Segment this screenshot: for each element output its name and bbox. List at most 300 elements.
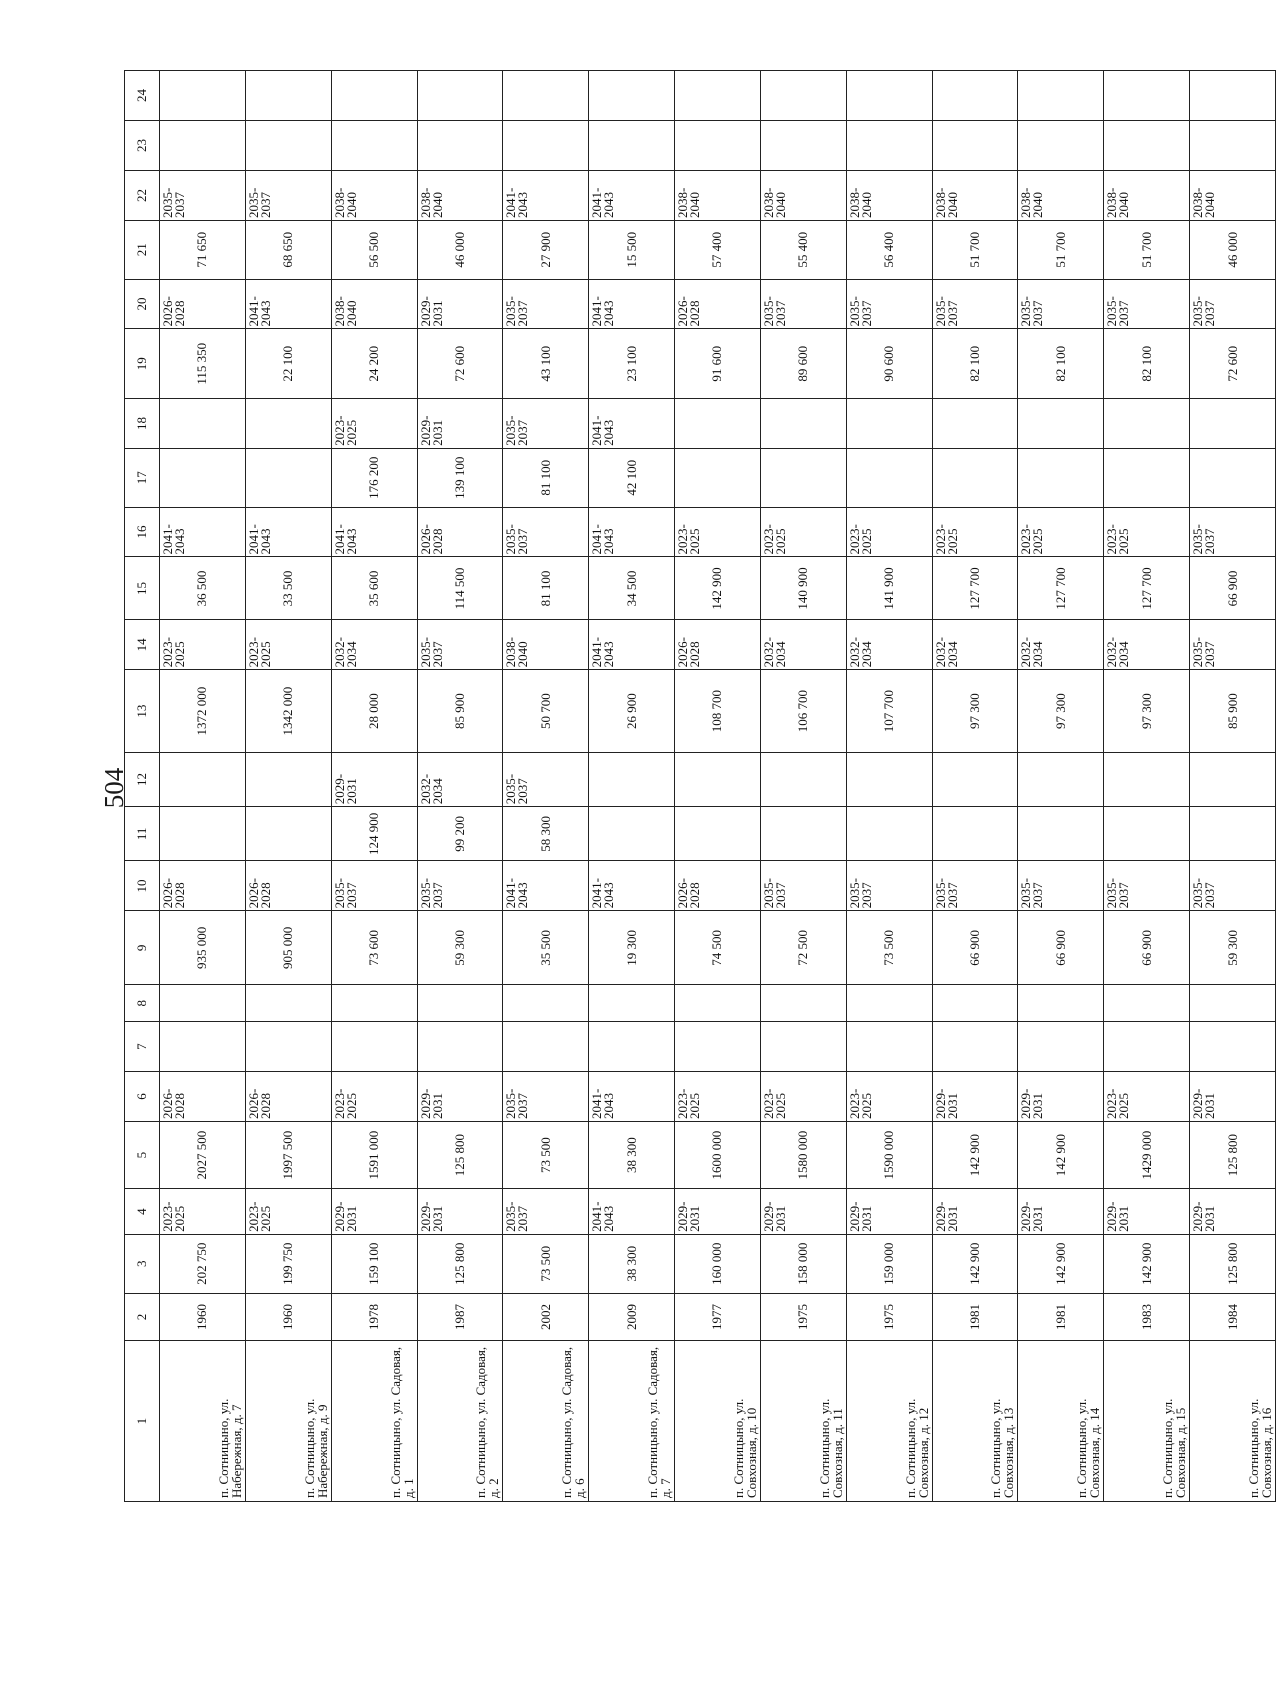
- empty-cell: [760, 985, 846, 1022]
- column-header-23: 23: [125, 121, 160, 171]
- year-cell: 1987: [417, 1293, 503, 1341]
- empty-cell: [589, 752, 675, 806]
- period-cell: 2032-2034: [760, 620, 846, 670]
- year-cell: 1984: [1190, 1293, 1276, 1341]
- table-row: [160, 71, 246, 1502]
- empty-cell: [675, 448, 761, 507]
- period-cell: 2041-2043: [331, 507, 417, 557]
- empty-cell: [1104, 71, 1190, 121]
- amount-cell: 142 900: [932, 1122, 1018, 1189]
- amount-cell: 81 100: [503, 448, 589, 507]
- empty-cell: [675, 398, 761, 448]
- table-row: [1104, 71, 1190, 1502]
- table-row: [846, 71, 932, 1502]
- empty-cell: [1190, 807, 1276, 861]
- empty-cell: [160, 985, 246, 1022]
- amount-cell: 51 700: [1104, 220, 1190, 279]
- amount-cell: 905 000: [245, 911, 331, 985]
- column-header-18: 18: [125, 398, 160, 448]
- period-cell: 2038-2040: [760, 171, 846, 221]
- empty-cell: [932, 71, 1018, 121]
- empty-cell: [1190, 448, 1276, 507]
- amount-cell: 935 000: [160, 911, 246, 985]
- amount-cell: 142 900: [932, 1234, 1018, 1293]
- year-cell: 1975: [846, 1293, 932, 1341]
- address-cell: п. Сотницыно, ул. Совхозная, д. 10: [675, 1341, 761, 1502]
- amount-cell: 19 300: [589, 911, 675, 985]
- repair-schedule-table: [124, 70, 1276, 1502]
- period-cell: 2035-2037: [932, 861, 1018, 911]
- year-cell: 1960: [160, 1293, 246, 1341]
- amount-cell: 99 200: [417, 807, 503, 861]
- amount-cell: 38 300: [589, 1122, 675, 1189]
- empty-cell: [160, 807, 246, 861]
- period-cell: 2029-2031: [846, 1189, 932, 1235]
- period-cell: 2029-2031: [417, 398, 503, 448]
- period-cell: 2035-2037: [503, 398, 589, 448]
- address-cell: п. Сотницыно, ул. Совхозная, д. 15: [1104, 1341, 1190, 1502]
- period-cell: 2035-2037: [1190, 279, 1276, 329]
- period-cell: 2041-2043: [589, 1072, 675, 1122]
- column-header-2: 2: [125, 1293, 160, 1341]
- amount-cell: 38 300: [589, 1234, 675, 1293]
- empty-cell: [675, 985, 761, 1022]
- empty-cell: [675, 121, 761, 171]
- table-row: [245, 71, 331, 1502]
- empty-cell: [160, 752, 246, 806]
- column-header-14: 14: [125, 620, 160, 670]
- empty-cell: [1190, 121, 1276, 171]
- amount-cell: 36 500: [160, 557, 246, 620]
- amount-cell: 125 800: [417, 1122, 503, 1189]
- empty-cell: [1190, 71, 1276, 121]
- address-cell: п. Сотницыно, ул. Садовая, д. 1: [331, 1341, 417, 1502]
- period-cell: 2041-2043: [589, 861, 675, 911]
- page-number: 504: [99, 767, 129, 809]
- amount-cell: 127 700: [1018, 557, 1104, 620]
- address-cell: п. Сотницыно, ул. Садовая, д. 7: [589, 1341, 675, 1502]
- period-cell: 2029-2031: [675, 1189, 761, 1235]
- period-cell: 2038-2040: [331, 279, 417, 329]
- period-cell: 2038-2040: [417, 171, 503, 221]
- empty-cell: [675, 807, 761, 861]
- year-cell: 1960: [245, 1293, 331, 1341]
- column-header-13: 13: [125, 670, 160, 753]
- column-header-10: 10: [125, 861, 160, 911]
- amount-cell: 142 900: [1018, 1122, 1104, 1189]
- amount-cell: 26 900: [589, 670, 675, 753]
- amount-cell: 58 300: [503, 807, 589, 861]
- empty-cell: [589, 807, 675, 861]
- empty-cell: [760, 71, 846, 121]
- period-cell: 2026-2028: [160, 1072, 246, 1122]
- period-cell: 2023-2025: [846, 507, 932, 557]
- amount-cell: 51 700: [932, 220, 1018, 279]
- year-cell: 2002: [503, 1293, 589, 1341]
- period-cell: 2023-2025: [846, 1072, 932, 1122]
- column-header-22: 22: [125, 171, 160, 221]
- amount-cell: 57 400: [675, 220, 761, 279]
- period-cell: 2035-2037: [1018, 279, 1104, 329]
- amount-cell: 73 500: [846, 911, 932, 985]
- year-cell: 1981: [1018, 1293, 1104, 1341]
- period-cell: 2041-2043: [589, 620, 675, 670]
- column-header-4: 4: [125, 1189, 160, 1235]
- period-cell: 2023-2025: [245, 620, 331, 670]
- amount-cell: 55 400: [760, 220, 846, 279]
- empty-cell: [760, 807, 846, 861]
- period-cell: 2026-2028: [245, 1072, 331, 1122]
- empty-cell: [1190, 985, 1276, 1022]
- period-cell: 2026-2028: [417, 507, 503, 557]
- amount-cell: 71 650: [160, 220, 246, 279]
- period-cell: 2038-2040: [846, 171, 932, 221]
- period-cell: 2035-2037: [245, 171, 331, 221]
- empty-cell: [245, 71, 331, 121]
- empty-cell: [846, 448, 932, 507]
- period-cell: 2026-2028: [675, 279, 761, 329]
- amount-cell: 106 700: [760, 670, 846, 753]
- column-header-7: 7: [125, 1022, 160, 1072]
- period-cell: 2023-2025: [760, 507, 846, 557]
- period-cell: 2035-2037: [331, 861, 417, 911]
- amount-cell: 85 900: [417, 670, 503, 753]
- empty-cell: [932, 121, 1018, 171]
- amount-cell: 33 500: [245, 557, 331, 620]
- amount-cell: 114 500: [417, 557, 503, 620]
- empty-cell: [675, 752, 761, 806]
- amount-cell: 90 600: [846, 329, 932, 398]
- empty-cell: [846, 398, 932, 448]
- period-cell: 2035-2037: [503, 1189, 589, 1235]
- period-cell: 2023-2025: [1018, 507, 1104, 557]
- table-row: [932, 71, 1018, 1502]
- period-cell: 2032-2034: [846, 620, 932, 670]
- empty-cell: [932, 398, 1018, 448]
- period-cell: 2035-2037: [1104, 861, 1190, 911]
- address-cell: п. Сотницыно, ул. Совхозная, д. 13: [932, 1341, 1018, 1502]
- period-cell: 2029-2031: [1018, 1189, 1104, 1235]
- empty-cell: [1018, 398, 1104, 448]
- empty-cell: [503, 71, 589, 121]
- amount-cell: 97 300: [932, 670, 1018, 753]
- period-cell: 2038-2040: [1018, 171, 1104, 221]
- amount-cell: 125 800: [1190, 1234, 1276, 1293]
- period-cell: 2029-2031: [932, 1189, 1018, 1235]
- empty-cell: [245, 448, 331, 507]
- column-header-12: 12: [125, 752, 160, 806]
- period-cell: 2023-2025: [331, 398, 417, 448]
- amount-cell: 97 300: [1018, 670, 1104, 753]
- amount-cell: 73 500: [503, 1234, 589, 1293]
- empty-cell: [1018, 985, 1104, 1022]
- empty-cell: [1104, 448, 1190, 507]
- amount-cell: 97 300: [1104, 670, 1190, 753]
- amount-cell: 142 900: [675, 557, 761, 620]
- amount-cell: 74 500: [675, 911, 761, 985]
- amount-cell: 73 500: [503, 1122, 589, 1189]
- amount-cell: 1429 000: [1104, 1122, 1190, 1189]
- amount-cell: 124 900: [331, 807, 417, 861]
- address-cell: п. Сотницыно, ул. Совхозная, д. 16: [1190, 1341, 1276, 1502]
- period-cell: 2029-2031: [1104, 1189, 1190, 1235]
- column-header-9: 9: [125, 911, 160, 985]
- amount-cell: 24 200: [331, 329, 417, 398]
- amount-cell: 27 900: [503, 220, 589, 279]
- year-cell: 1978: [331, 1293, 417, 1341]
- table-row: [589, 71, 675, 1502]
- amount-cell: 142 900: [1104, 1234, 1190, 1293]
- empty-cell: [760, 1022, 846, 1072]
- table-body: [160, 71, 1276, 1502]
- empty-cell: [503, 1022, 589, 1072]
- empty-cell: [932, 752, 1018, 806]
- amount-cell: 139 100: [417, 448, 503, 507]
- column-header-20: 20: [125, 279, 160, 329]
- amount-cell: 199 750: [245, 1234, 331, 1293]
- period-cell: 2029-2031: [760, 1189, 846, 1235]
- empty-cell: [1104, 398, 1190, 448]
- empty-cell: [160, 398, 246, 448]
- amount-cell: 72 500: [760, 911, 846, 985]
- period-cell: 2023-2025: [675, 1072, 761, 1122]
- address-cell: п. Сотницыно, ул. Садовая, д. 6: [503, 1341, 589, 1502]
- empty-cell: [1018, 71, 1104, 121]
- empty-cell: [1190, 398, 1276, 448]
- empty-cell: [1104, 752, 1190, 806]
- empty-cell: [1104, 121, 1190, 171]
- amount-cell: 159 000: [846, 1234, 932, 1293]
- empty-cell: [760, 448, 846, 507]
- amount-cell: 73 600: [331, 911, 417, 985]
- period-cell: 2038-2040: [675, 171, 761, 221]
- year-cell: 1983: [1104, 1293, 1190, 1341]
- empty-cell: [589, 1022, 675, 1072]
- amount-cell: 108 700: [675, 670, 761, 753]
- amount-cell: 59 300: [417, 911, 503, 985]
- amount-cell: 22 100: [245, 329, 331, 398]
- empty-cell: [1018, 1022, 1104, 1072]
- period-cell: 2041-2043: [503, 171, 589, 221]
- amount-cell: 1342 000: [245, 670, 331, 753]
- address-cell: п. Сотницыно, ул. Набережная, д. 9: [245, 1341, 331, 1502]
- empty-cell: [1018, 752, 1104, 806]
- empty-cell: [331, 121, 417, 171]
- amount-cell: 140 900: [760, 557, 846, 620]
- address-cell: п. Сотницыно, ул. Совхозная, д. 14: [1018, 1341, 1104, 1502]
- column-header-21: 21: [125, 220, 160, 279]
- period-cell: 2023-2025: [160, 1189, 246, 1235]
- empty-cell: [245, 1022, 331, 1072]
- amount-cell: 28 000: [331, 670, 417, 753]
- period-cell: 2029-2031: [1190, 1189, 1276, 1235]
- empty-cell: [160, 71, 246, 121]
- amount-cell: 50 700: [503, 670, 589, 753]
- period-cell: 2035-2037: [503, 752, 589, 806]
- amount-cell: 66 900: [1190, 557, 1276, 620]
- period-cell: 2035-2037: [417, 861, 503, 911]
- period-cell: 2029-2031: [417, 279, 503, 329]
- amount-cell: 1580 000: [760, 1122, 846, 1189]
- empty-cell: [1104, 807, 1190, 861]
- empty-cell: [245, 398, 331, 448]
- period-cell: 2032-2034: [331, 620, 417, 670]
- table-row: [760, 71, 846, 1502]
- period-cell: 2035-2037: [1190, 620, 1276, 670]
- empty-cell: [589, 985, 675, 1022]
- empty-cell: [846, 121, 932, 171]
- table-row: [503, 71, 589, 1502]
- address-cell: п. Сотницыно, ул. Совхозная, д. 12: [846, 1341, 932, 1502]
- amount-cell: 127 700: [1104, 557, 1190, 620]
- period-cell: 2026-2028: [160, 279, 246, 329]
- period-cell: 2029-2031: [331, 752, 417, 806]
- period-cell: 2029-2031: [331, 1189, 417, 1235]
- empty-cell: [760, 398, 846, 448]
- column-header-16: 16: [125, 507, 160, 557]
- empty-cell: [245, 985, 331, 1022]
- empty-cell: [846, 752, 932, 806]
- period-cell: 2023-2025: [245, 1189, 331, 1235]
- empty-cell: [503, 985, 589, 1022]
- empty-cell: [932, 985, 1018, 1022]
- amount-cell: 141 900: [846, 557, 932, 620]
- amount-cell: 1600 000: [675, 1122, 761, 1189]
- period-cell: 2029-2031: [417, 1189, 503, 1235]
- rotated-table-container: [124, 70, 1276, 1502]
- empty-cell: [846, 985, 932, 1022]
- empty-cell: [846, 807, 932, 861]
- period-cell: 2029-2031: [417, 1072, 503, 1122]
- empty-cell: [245, 807, 331, 861]
- empty-cell: [1104, 1022, 1190, 1072]
- amount-cell: 160 000: [675, 1234, 761, 1293]
- amount-cell: 91 600: [675, 329, 761, 398]
- empty-cell: [331, 1022, 417, 1072]
- amount-cell: 82 100: [1104, 329, 1190, 398]
- period-cell: 2035-2037: [1190, 507, 1276, 557]
- empty-cell: [675, 1022, 761, 1072]
- address-cell: п. Сотницыно, ул. Садовая, д. 2: [417, 1341, 503, 1502]
- amount-cell: 46 000: [1190, 220, 1276, 279]
- period-cell: 2023-2025: [760, 1072, 846, 1122]
- amount-cell: 158 000: [760, 1234, 846, 1293]
- amount-cell: 59 300: [1190, 911, 1276, 985]
- period-cell: 2035-2037: [1104, 279, 1190, 329]
- empty-cell: [1018, 121, 1104, 171]
- empty-cell: [503, 121, 589, 171]
- column-header-8: 8: [125, 985, 160, 1022]
- empty-cell: [589, 121, 675, 171]
- amount-cell: 115 350: [160, 329, 246, 398]
- amount-cell: 202 750: [160, 1234, 246, 1293]
- period-cell: 2041-2043: [589, 398, 675, 448]
- period-cell: 2038-2040: [932, 171, 1018, 221]
- period-cell: 2026-2028: [160, 861, 246, 911]
- period-cell: 2041-2043: [589, 507, 675, 557]
- period-cell: 2023-2025: [331, 1072, 417, 1122]
- period-cell: 2035-2037: [932, 279, 1018, 329]
- year-cell: 2009: [589, 1293, 675, 1341]
- amount-cell: 1997 500: [245, 1122, 331, 1189]
- period-cell: 2029-2031: [1018, 1072, 1104, 1122]
- period-cell: 2032-2034: [417, 752, 503, 806]
- amount-cell: 51 700: [1018, 220, 1104, 279]
- period-cell: 2035-2037: [417, 620, 503, 670]
- amount-cell: 66 900: [1104, 911, 1190, 985]
- period-cell: 2026-2028: [675, 620, 761, 670]
- empty-cell: [1018, 807, 1104, 861]
- amount-cell: 42 100: [589, 448, 675, 507]
- amount-cell: 35 500: [503, 911, 589, 985]
- amount-cell: 56 500: [331, 220, 417, 279]
- period-cell: 2035-2037: [160, 171, 246, 221]
- period-cell: 2026-2028: [675, 861, 761, 911]
- period-cell: 2023-2025: [160, 620, 246, 670]
- amount-cell: 2027 500: [160, 1122, 246, 1189]
- empty-cell: [160, 1022, 246, 1072]
- period-cell: 2038-2040: [1104, 171, 1190, 221]
- empty-cell: [417, 1022, 503, 1072]
- amount-cell: 46 000: [417, 220, 503, 279]
- amount-cell: 35 600: [331, 557, 417, 620]
- amount-cell: 159 100: [331, 1234, 417, 1293]
- period-cell: 2035-2037: [503, 279, 589, 329]
- empty-cell: [417, 71, 503, 121]
- column-header-15: 15: [125, 557, 160, 620]
- amount-cell: 176 200: [331, 448, 417, 507]
- empty-cell: [932, 448, 1018, 507]
- period-cell: 2035-2037: [1190, 861, 1276, 911]
- empty-cell: [417, 121, 503, 171]
- table-row: [675, 71, 761, 1502]
- amount-cell: 107 700: [846, 670, 932, 753]
- column-header-1: 1: [125, 1341, 160, 1502]
- year-cell: 1977: [675, 1293, 761, 1341]
- period-cell: 2023-2025: [1104, 1072, 1190, 1122]
- period-cell: 2035-2037: [1018, 861, 1104, 911]
- period-cell: 2035-2037: [503, 507, 589, 557]
- period-cell: 2041-2043: [589, 1189, 675, 1235]
- period-cell: 2038-2040: [1190, 171, 1276, 221]
- period-cell: 2035-2037: [760, 279, 846, 329]
- period-cell: 2035-2037: [846, 279, 932, 329]
- period-cell: 2029-2031: [1190, 1072, 1276, 1122]
- period-cell: 2023-2025: [932, 507, 1018, 557]
- empty-cell: [760, 121, 846, 171]
- amount-cell: 23 100: [589, 329, 675, 398]
- address-cell: п. Сотницыно, ул. Совхозная, д. 11: [760, 1341, 846, 1502]
- period-cell: 2023-2025: [675, 507, 761, 557]
- empty-cell: [675, 71, 761, 121]
- period-cell: 2032-2034: [932, 620, 1018, 670]
- period-cell: 2023-2025: [1104, 507, 1190, 557]
- column-header-5: 5: [125, 1122, 160, 1189]
- empty-cell: [160, 448, 246, 507]
- period-cell: 2038-2040: [503, 620, 589, 670]
- period-cell: 2041-2043: [589, 279, 675, 329]
- column-header-17: 17: [125, 448, 160, 507]
- address-cell: п. Сотницыно, ул. Набережная, д. 7: [160, 1341, 246, 1502]
- period-cell: 2032-2034: [1104, 620, 1190, 670]
- empty-cell: [846, 71, 932, 121]
- table-header-row: [125, 71, 160, 1502]
- period-cell: 2035-2037: [503, 1072, 589, 1122]
- period-cell: 2041-2043: [245, 507, 331, 557]
- empty-cell: [160, 121, 246, 171]
- empty-cell: [1190, 1022, 1276, 1072]
- empty-cell: [1190, 752, 1276, 806]
